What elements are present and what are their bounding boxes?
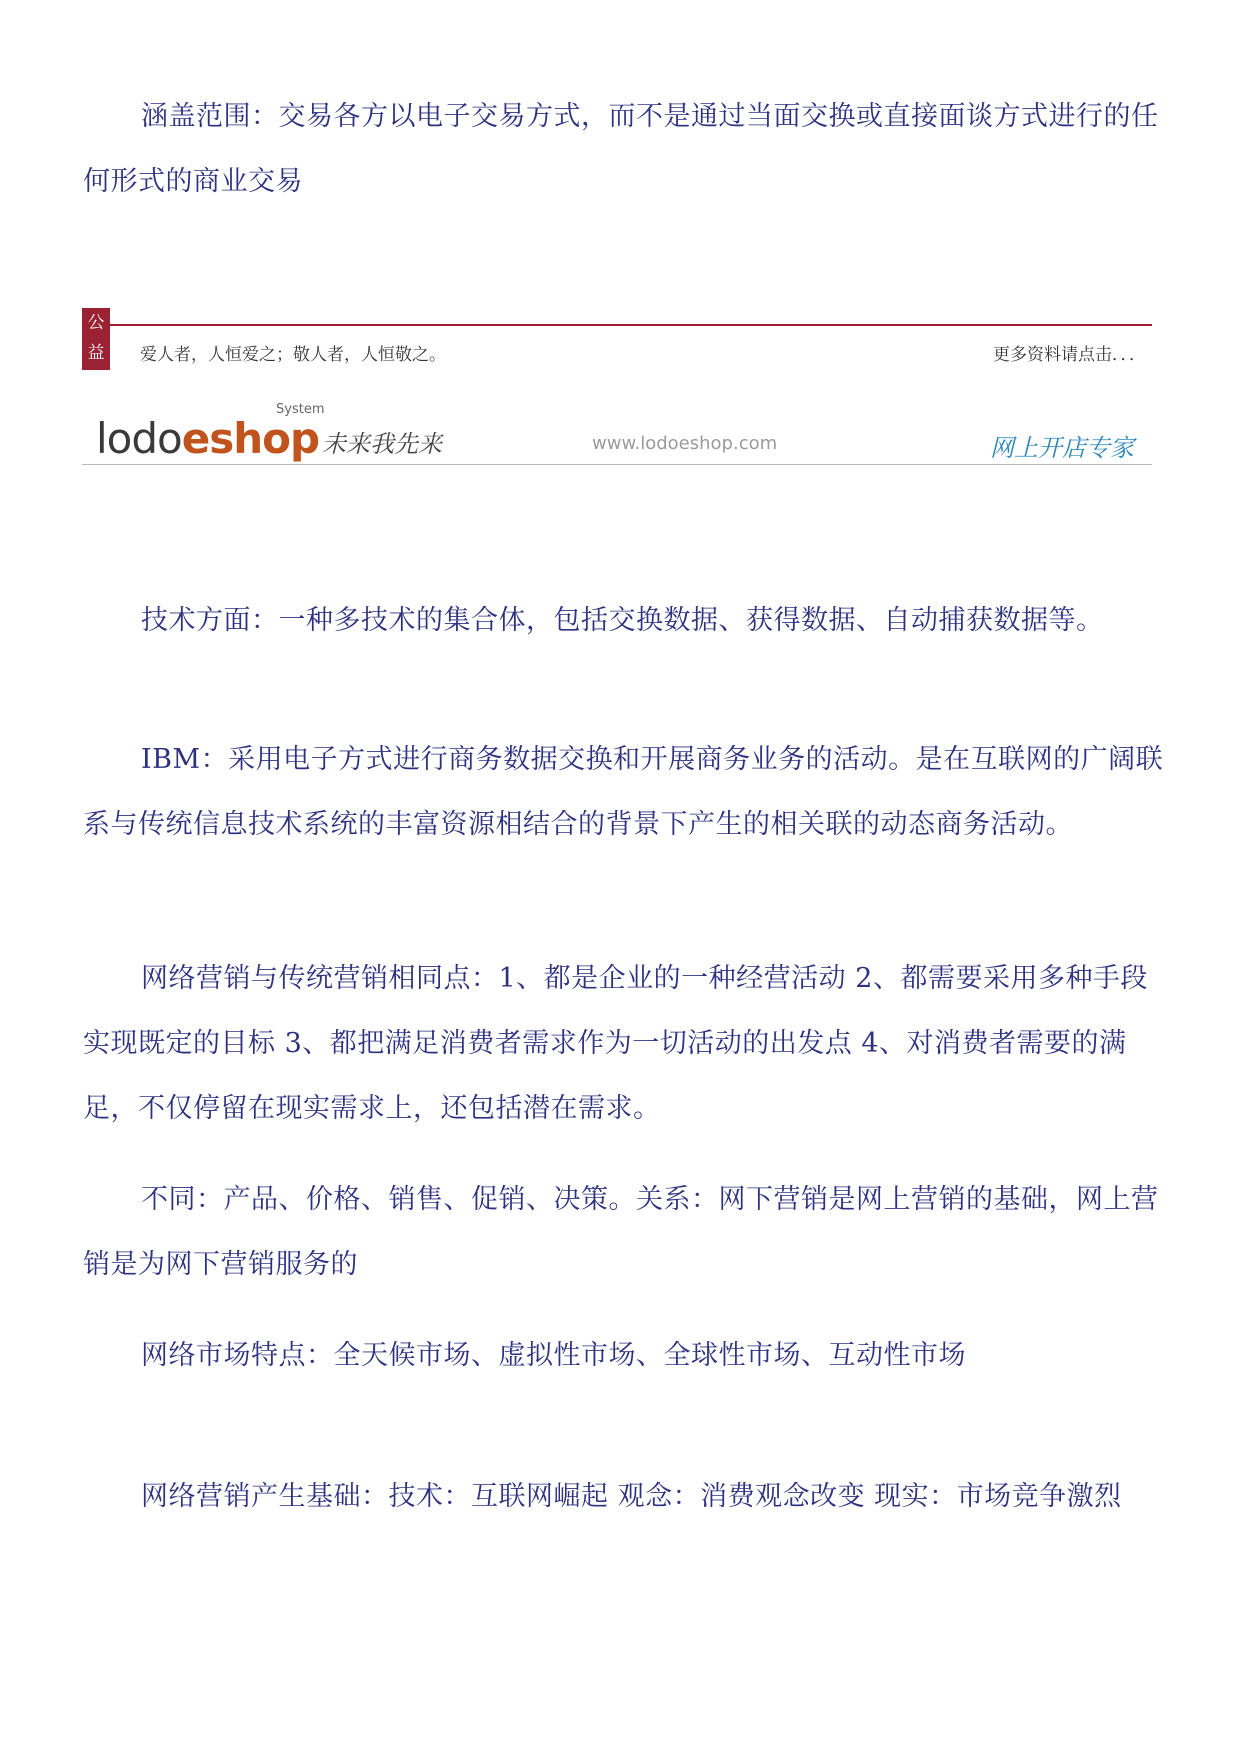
banner-top-rule [110, 324, 1152, 326]
banner-tagline: 网上开店专家 [990, 434, 1134, 462]
public-welfare-badge: 公 益 [82, 308, 110, 370]
banner-bottom-rule [82, 464, 1152, 465]
paragraph-scope: 涵盖范围：交易各方以电子交易方式，而不是通过当面交换或直接面谈方式进行的任何形式的商业交易 [83, 101, 1159, 197]
paragraph-similarities: 网络营销与传统营销相同点：1、都是企业的一种经营活动 2、都需要采用多种手段实现既定的目标 3、都把满足消费者需求作为一切活动的出发点 4、对消费者需要的满足，不仅停留在现实需求上，还包括潜在需求。 [83, 963, 1148, 1124]
website-link[interactable]: www.lodoeshop.com [592, 433, 778, 454]
paragraph-foundation: 网络营销产生基础：技术：互联网崛起 观念：消费观念改变 现实：市场竞争激烈 [141, 1481, 1122, 1512]
banner-motto: 爱人者，人恒爱之；敬人者，人恒敬之。 [140, 345, 446, 365]
ad-banner[interactable] [82, 308, 1152, 468]
more-info-link[interactable]: 更多资料请点击．．． [993, 345, 1146, 365]
lodoeshop-logo[interactable]: lodoeshop System [96, 402, 325, 463]
paragraph-differences: 不同：产品、价格、销售、促销、决策。关系：网下营销是网上营销的基础，网上营销是为网下营销服务的 [83, 1184, 1159, 1280]
paragraph-technology: 技术方面：一种多技术的集合体，包括交换数据、获得数据、自动捕获数据等。 [141, 605, 1104, 636]
paragraph-ibm: IBM：采用电子方式进行商务数据交换和开展商务业务的活动。是在互联网的广阔联系与传统信息技术系统的丰富资源相结合的背景下产生的相关联的动态商务活动。 [83, 744, 1164, 840]
banner-slogan: 未来我先来 [322, 430, 442, 458]
paragraph-market-features: 网络市场特点：全天候市场、虚拟性市场、全球性市场、互动性市场 [141, 1340, 966, 1371]
